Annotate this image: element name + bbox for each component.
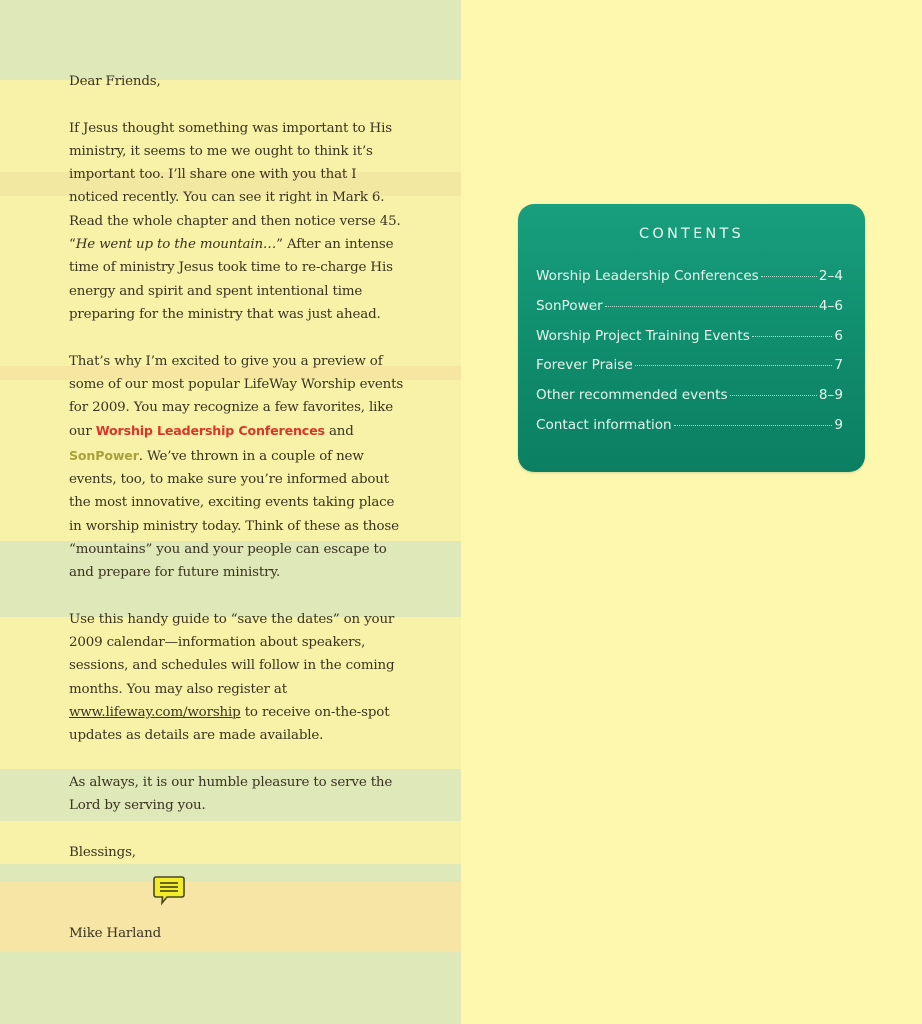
contents-item[interactable]: [536, 268, 843, 298]
paragraph-3: [69, 608, 409, 748]
contents-panel: [518, 204, 865, 472]
highlight-sonpower: SonPower: [69, 447, 139, 463]
contents-item-pages: 9: [834, 416, 843, 433]
closing: Blessings,: [69, 844, 136, 860]
note-comment-icon[interactable]: [153, 874, 185, 906]
contents-item-pages: 2–4: [818, 268, 843, 284]
contents-page: [461, 0, 922, 1024]
website-link[interactable]: www.lifeway.com/worship: [69, 705, 241, 721]
contents-item[interactable]: [536, 298, 843, 328]
paragraph-2: [69, 350, 409, 585]
dot-leader: [635, 364, 833, 366]
contents-item-label: Worship Leadership Conferences: [536, 268, 759, 284]
contents-item[interactable]: [536, 417, 843, 447]
contents-item-label: Contact information: [536, 416, 672, 433]
paragraph-1: [69, 117, 409, 327]
scripture-quote: He went up to the mountain…: [75, 237, 277, 253]
text-run: and: [324, 424, 354, 440]
contents-item-label: SonPower: [536, 297, 603, 314]
dot-leader: [730, 394, 817, 396]
text-run: That’s why I’m excited to give you a preview of some of our most popular LifeWay Worship events for 2009. You may recognize a few favorites, like our: [69, 353, 404, 440]
contents-item-pages: 4–6: [818, 297, 843, 314]
contents-item[interactable]: [536, 328, 843, 358]
text-run: . We’ve thrown in a couple of new events, too, to make sure you’re informed about the most innovative, exciting events taking place in worship ministry today. Think of these as those “mountains” you and your people can escape to and prepare for future ministry.: [69, 448, 399, 581]
contents-item-label: Forever Praise: [536, 357, 633, 374]
contents-item-label: Other recommended events: [536, 387, 728, 404]
dot-leader: [674, 424, 833, 426]
signer-name: Mike Harland: [69, 926, 162, 942]
greeting: Dear Friends,: [69, 74, 161, 89]
letter-body: [69, 70, 409, 969]
text-run: to receive on-the-spot updates as details are made available.: [69, 705, 390, 744]
contents-item-pages: 8–9: [818, 387, 843, 404]
contents-item[interactable]: [536, 387, 843, 417]
paragraph-4: As always, it is our humble pleasure to serve the Lord by serving you.: [69, 774, 393, 814]
highlight-worship-conferences: Worship Leadership Conferences: [95, 423, 325, 439]
signature-area: [69, 874, 409, 920]
text-run: Use this handy guide to “save the dates” on your 2009 calendar—information about speakers, sessions, and schedules will follow in the coming months. You may also register at: [69, 611, 395, 697]
contents-item-pages: 7: [834, 357, 843, 374]
contents-item[interactable]: [536, 357, 843, 387]
dot-leader: [752, 335, 833, 337]
dot-leader: [605, 305, 817, 307]
contents-title: CONTENTS: [639, 226, 744, 242]
contents-item-label: Worship Project Training Events: [536, 327, 750, 344]
band-decoration: [0, 0, 461, 80]
contents-item-pages: 6: [834, 327, 843, 344]
text-run: If Jesus thought something was important to His ministry, it seems to me we ought to think it’s important too. I’ll share one with you that I noticed recently. You can see it right in Mark 6. Read the whole chapter and then notice verse 45. “: [69, 120, 401, 253]
contents-list: [536, 268, 843, 447]
text-run: ” After an intense time of ministry Jesus took time to re-charge His energy and spirit and spent intentional time preparing for the ministry that was just ahead.: [69, 237, 394, 322]
dot-leader: [761, 275, 817, 277]
